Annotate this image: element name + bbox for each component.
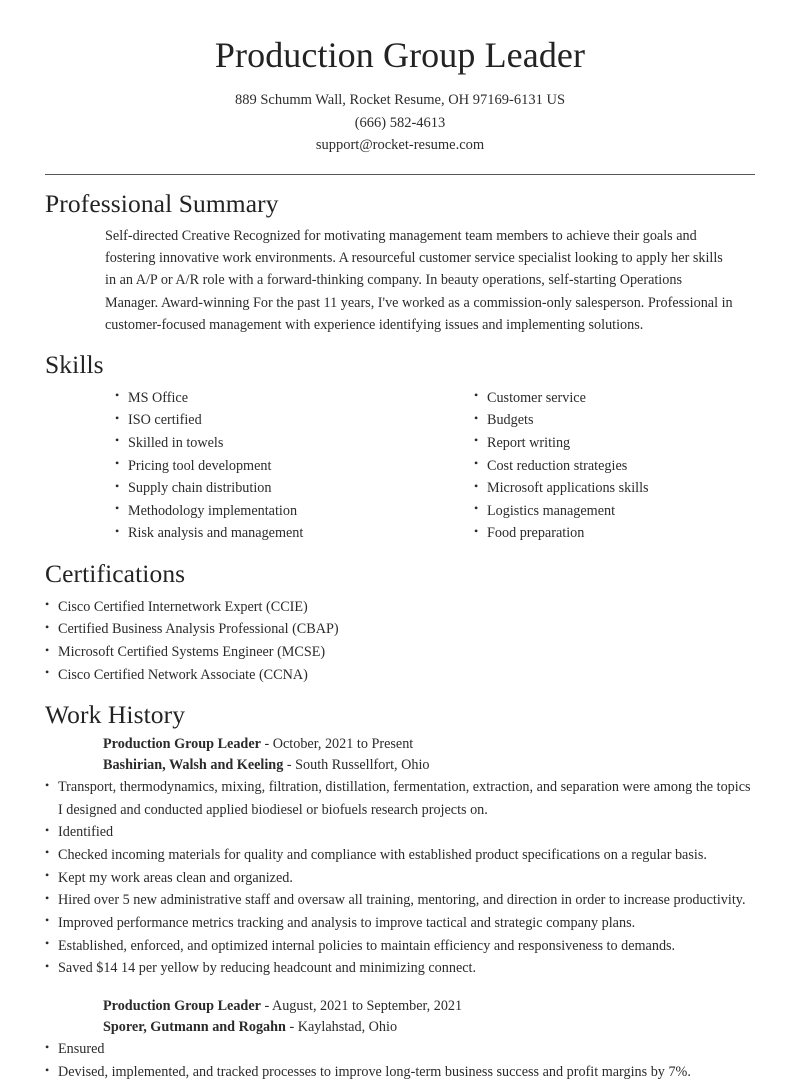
- list-item: • Customer service: [474, 387, 745, 409]
- job-company: Bashirian, Walsh and Keeling: [103, 757, 284, 774]
- section-work-history: [45, 700, 755, 1083]
- section-skills: [45, 350, 755, 545]
- job-location: - Kaylahstad, Ohio: [285, 1019, 398, 1036]
- section-heading-certifications: Certifications: [45, 559, 186, 589]
- list-item: • ISO certified: [115, 409, 430, 431]
- job-dates: - August, 2021 to September, 2021: [260, 998, 463, 1015]
- section-heading-skills: Skills: [45, 349, 104, 379]
- resume-header: [45, 0, 755, 156]
- job-title-line: [103, 734, 755, 755]
- list-item: • Devised, implemented, and tracked processes to improve long-term business success and profit margins by 7%.: [45, 1061, 755, 1083]
- job-company-line: [103, 755, 755, 776]
- job-bullets: [45, 1038, 755, 1083]
- list-item: • Skilled in towels: [115, 432, 430, 454]
- job-title-line: [103, 996, 755, 1017]
- list-item: • Microsoft applications skills: [474, 477, 745, 499]
- list-item: • Certified Business Analysis Professional (CBAP): [45, 618, 755, 640]
- list-item: • Methodology implementation: [115, 500, 430, 522]
- list-item: • Established, enforced, and optimized internal policies to maintain efficiency and responsiveness to demands.: [45, 935, 755, 957]
- list-item: • Identified: [45, 821, 755, 843]
- certifications-list: [45, 596, 755, 686]
- list-item: • Kept my work areas clean and organized.: [45, 867, 755, 889]
- skills-list-right: [430, 387, 745, 546]
- list-item: • Transport, thermodynamics, mixing, filtration, distillation, fermentation, extraction, and separation were among the topics I designed and conducted applied biodiesel or biofuels research projects on.: [45, 776, 755, 820]
- section-professional-summary: [45, 189, 755, 336]
- header-divider: [45, 174, 755, 175]
- summary-text: Self-directed Creative Recognized for motivating management team members to achieve their goals and fostering innovative work environments. A resourceful customer service specialist looking to apply her skills in an A/P or A/R role with a forward-thinking company. In beauty operations, self-starting Operations Manager. Award-winning For the past 11 years, I've worked as a commission-only salesperson. Professional in customer-focused management with experience identifying issues and implementing solutions.: [105, 228, 733, 333]
- contact-phone: (666) 582-4613: [354, 114, 446, 131]
- list-item: • Microsoft Certified Systems Engineer (MCSE): [45, 641, 755, 663]
- list-item: • Improved performance metrics tracking and analysis to improve tactical and strategic company plans.: [45, 912, 755, 934]
- job-company: Sporer, Gutmann and Rogahn: [103, 1019, 286, 1036]
- list-item: • Report writing: [474, 432, 745, 454]
- work-history-entry: [45, 996, 755, 1083]
- list-item: • Saved $14 14 per yellow by reducing headcount and minimizing connect.: [45, 957, 755, 979]
- page-title: Production Group Leader: [214, 35, 586, 75]
- list-item: • Logistics management: [474, 500, 745, 522]
- list-item: • Risk analysis and management: [115, 522, 430, 544]
- section-certifications: [45, 559, 755, 686]
- job-dates: - October, 2021 to Present: [260, 736, 414, 753]
- job-location: - South Russellfort, Ohio: [283, 757, 430, 774]
- section-heading-work-history: Work History: [45, 699, 186, 729]
- job-title: Production Group Leader: [103, 736, 261, 753]
- list-item: • Hired over 5 new administrative staff and oversaw all training, mentoring, and direction in order to increase productivity.: [45, 889, 755, 911]
- work-history-jobs: [45, 734, 755, 1083]
- skills-columns: [115, 387, 755, 546]
- list-item: • Checked incoming materials for quality and compliance with established product specifications on a regular basis.: [45, 844, 755, 866]
- list-item: • Ensured: [45, 1038, 755, 1060]
- list-item: • Cost reduction strategies: [474, 455, 745, 477]
- job-title: Production Group Leader: [103, 998, 261, 1015]
- job-bullets: [45, 776, 755, 979]
- list-item: • Pricing tool development: [115, 455, 430, 477]
- list-item: • Cisco Certified Network Associate (CCNA): [45, 664, 755, 686]
- list-item: • Cisco Certified Internetwork Expert (CCIE): [45, 596, 755, 618]
- list-item: • MS Office: [115, 387, 430, 409]
- section-heading-summary: Professional Summary: [45, 188, 279, 218]
- work-history-entry: [45, 734, 755, 979]
- job-company-line: [103, 1017, 755, 1038]
- skills-list-left: [115, 387, 430, 546]
- contact-email: support@rocket-resume.com: [315, 136, 485, 153]
- list-item: • Supply chain distribution: [115, 477, 430, 499]
- contact-address: 889 Schumm Wall, Rocket Resume, OH 97169-6131 US: [234, 92, 566, 109]
- list-item: • Budgets: [474, 409, 745, 431]
- list-item: • Food preparation: [474, 522, 745, 544]
